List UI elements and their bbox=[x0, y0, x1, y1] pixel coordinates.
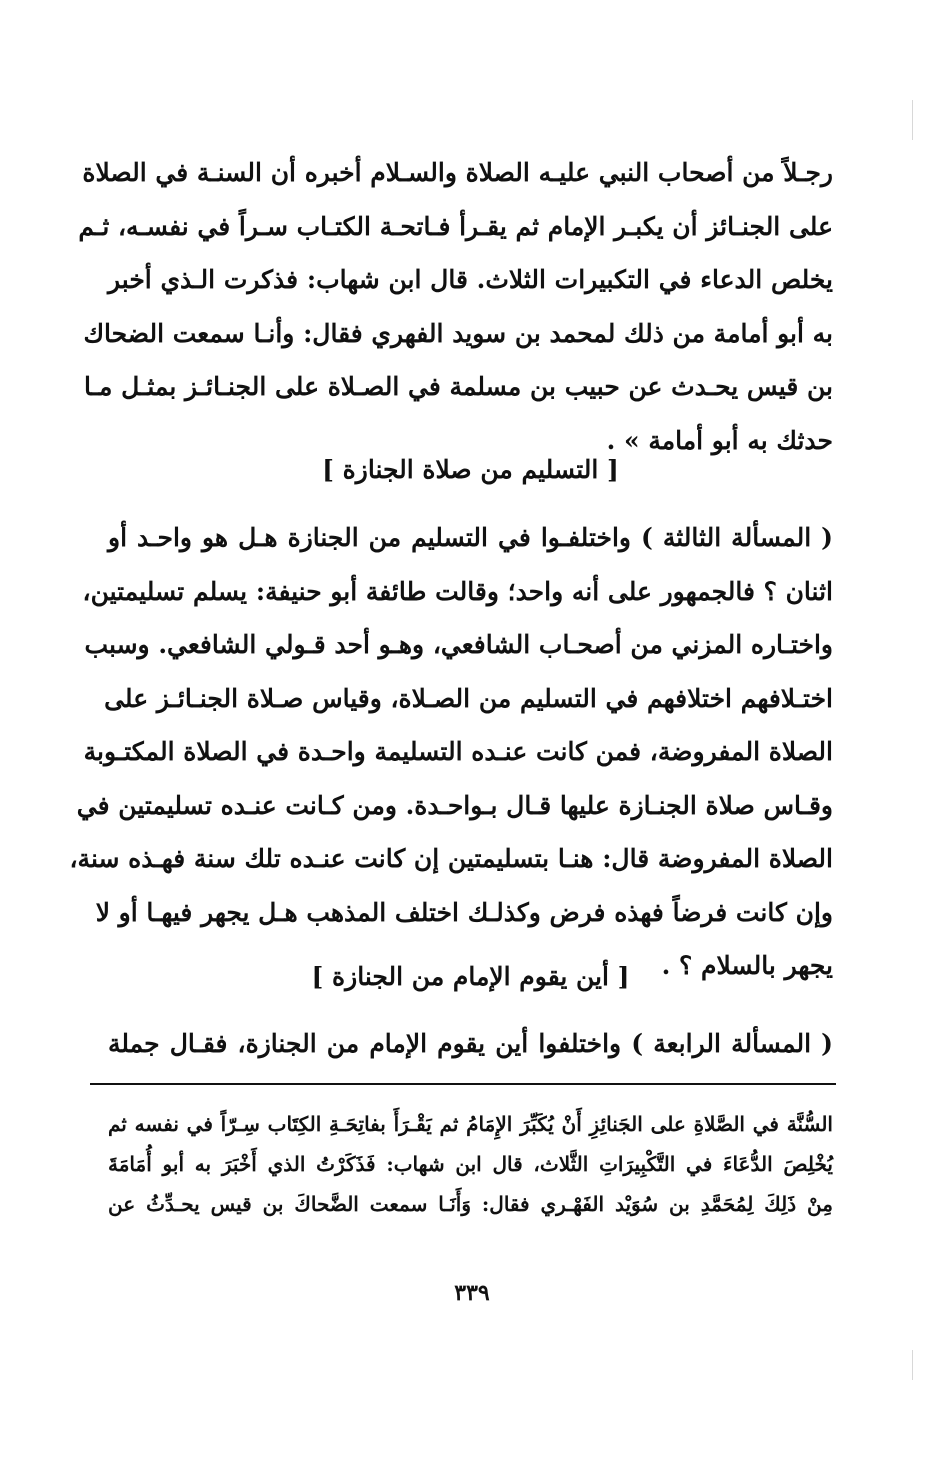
page-edge-mark bbox=[912, 1350, 913, 1380]
text-line: ( المسألة الرابعة ) واختلفوا أين يقوم الإمام من الجنازة، فقـال جملة bbox=[108, 1029, 833, 1058]
section-heading-tasleem: [ التسليم من صلاة الجنازة ] bbox=[322, 455, 619, 484]
footnote-line: السُّنَّة في الصَّلاةِ على الجَنائِزِ أَنْ يُكَبِّرَ الإِمَامُ ثم يَقْـرَأَ بفاتِحَـةِ الكِتَاب سِـرّاً في نفسه ثم bbox=[108, 1112, 833, 1136]
text-line: على الجنـائز أن يكبـر الإمام ثم يقـرأ فـاتحـة الكتـاب سـراً في نفسـه، ثـم bbox=[78, 211, 833, 241]
footnote-divider bbox=[90, 1083, 836, 1085]
text-line: اختـلافهم اختلافهم في التسليم من الصـلاة، وقياس صـلاة الجنـائـز على bbox=[104, 683, 833, 713]
page-number: ٣٣٩ bbox=[454, 1280, 490, 1306]
text-line: حدثك به أبو أمامة » . bbox=[606, 425, 833, 455]
text-line: وقـاس صلاة الجنـازة عليها قـال بـواحـدة. ومن كـانت عنـده تسليمتين في bbox=[76, 790, 833, 820]
text-line: الصلاة المفروضة قال: هنـا بتسليمتين إن كانت عنـده تلك سنة فهـذه سنة، bbox=[69, 844, 833, 873]
text-line: رجـلاً من أصحاب النبي عليـه الصلاة والسـلام أخبره أن السنـة في الصلاة bbox=[82, 158, 833, 187]
footnote-line: مِنْ ذَلِكَ لِمُحَمَّدِ بن سُوَيْد الفَهْـري فقال: وَأَنَـا سمعت الضَّحاكَ بن قيس يحـدِّثُ عن bbox=[108, 1192, 833, 1216]
page-edge-mark bbox=[912, 100, 913, 140]
text-line: ( المسألة الثالثة ) واختلفـوا في التسليم من الجنازة هـل هو واحـد أو bbox=[108, 523, 833, 552]
text-line: يخلص الدعاء في التكبيرات الثلاث. قال ابن شهاب: فذكرت الـذي أخبر bbox=[108, 265, 833, 294]
text-line: به أبو أمامة من ذلك لمحمد بن سويد الفهري فقال: وأنـا سمعت الضحاك bbox=[83, 318, 833, 348]
section-heading-imam-position: [ أين يقوم الإمام من الجنازة ] bbox=[311, 962, 630, 991]
footnote bbox=[108, 1104, 833, 1224]
text-line: يجهر بالسلام ؟ . bbox=[661, 951, 833, 980]
paragraph-continuation bbox=[78, 146, 833, 467]
footnote-line: يُخْلِصَ الدُّعَاءَ في التَّكْبِيرَاتِ الثَّلاث، قال ابن شهاب: فَذَكَرْتُ الذي أَخْبَرَ به أبو أُمَامَةَ bbox=[108, 1152, 833, 1176]
text-line: اثنان ؟ فالجمهور على أنه واحد؛ وقالت طائفة أبو حنيفة: يسلم تسليمتين، bbox=[82, 576, 833, 606]
text-line: الصلاة المفروضة، فمن كانت عنـده التسليمة واحـدة في الصلاة المكتـوبة bbox=[83, 737, 833, 766]
paragraph-third-issue bbox=[69, 511, 833, 993]
text-line: وإن كانت فرضاً فهذه فرض وكذلـك اختلف المذهب هـل يجهر فيهـا أو لا bbox=[95, 897, 833, 927]
text-line: بن قيس يحـدث عن حبيب بن مسلمة في الصـلاة على الجنـائـز بمثـل مـا bbox=[84, 372, 833, 401]
text-line: واختـاره المزني من أصحـاب الشافعي، وهـو أحد قـولي الشافعي. وسبب bbox=[84, 630, 833, 659]
paragraph-fourth-issue bbox=[108, 1017, 833, 1071]
